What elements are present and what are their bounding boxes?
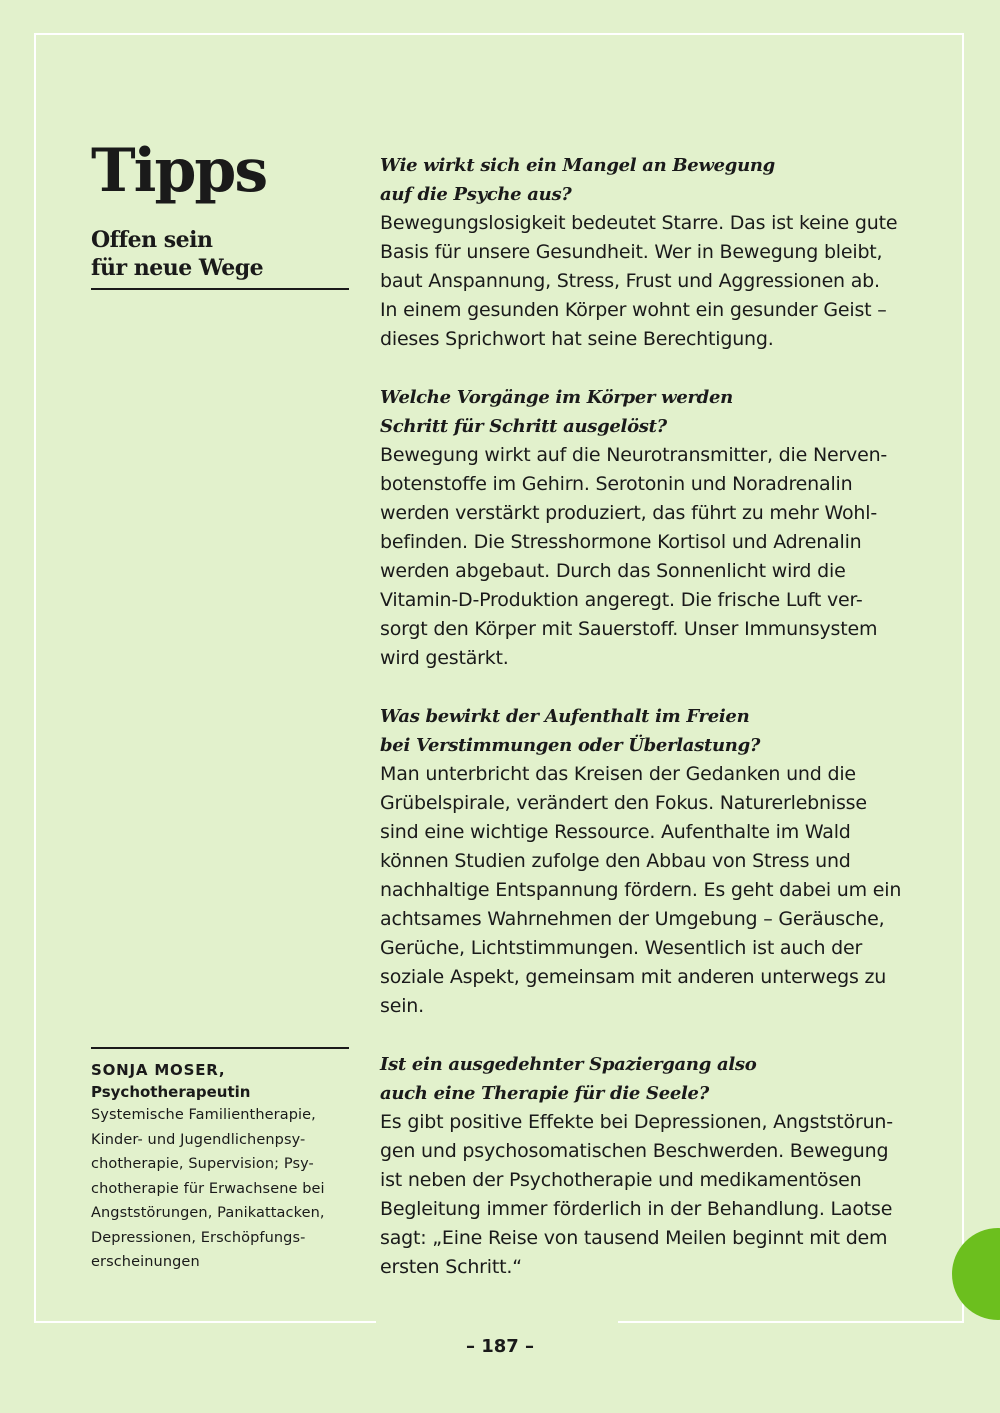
question-line: auf die Psyche aus? [380,184,572,205]
author-name: SONJA MOSER, [91,1061,226,1079]
answer-line: sind eine wichtige Ressource. Aufenthalte im Wald [380,821,851,843]
question-line: Was bewirkt der Aufenthalt im Freien [380,706,750,727]
answer-line: sorgt den Körper mit Sauerstoff. Unser Immunsystem [380,618,878,640]
question [380,1050,925,1108]
author-description-line: chotherapie, Supervision; Psy- [91,1156,314,1172]
author-description-line: Systemische Familientherapie, [91,1107,316,1123]
author-description-line: Kinder- und Jugendlichenpsy- [91,1131,306,1148]
answer-line: Es gibt positive Effekte bei Depressionen, Angststörun- [380,1111,893,1133]
question-line: Wie wirkt sich ein Mangel an Bewegung [380,155,775,176]
answer-line: Bewegung wirkt auf die Neurotransmitter, die Nerven- [380,444,888,466]
answer-line: ersten Schritt.“ [380,1256,522,1278]
answer-line: Vitamin-D-Produktion angeregt. Die frische Luft ver- [380,589,863,611]
answer-line: nachhaltige Entspannung fördern. Es geht dabei um ein [380,879,902,901]
answer-line: Grübelspirale, verändert den Fokus. Naturerlebnisse [380,792,867,814]
question-line: Schritt für Schritt ausgelöst? [380,416,667,437]
author-description-line: erscheinungen [91,1254,200,1270]
answer-line: dieses Sprichwort hat seine Berechtigung. [380,328,774,350]
subtitle-line: für neue Wege [91,255,264,281]
answer-line: soziale Aspekt, gemeinsam mit anderen unterwegs zu [380,966,887,988]
author-role: Psychotherapeutin [91,1083,251,1101]
answer-line: achtsames Wahrnehmen der Umgebung – Geräusche, [380,908,885,930]
answer-line: Begleitung immer förderlich in der Behandlung. Laotse [380,1198,893,1220]
subtitle-divider [91,288,349,290]
answer-line: befinden. Die Stresshormone Kortisol und Adrenalin [380,531,862,553]
answer [380,209,925,354]
answer-line: baut Anspannung, Stress, Frust und Aggressionen ab. [380,270,880,292]
answer-line: gen und psychosomatischen Beschwerden. Bewegung [380,1140,889,1162]
qa-block [380,1050,925,1282]
question [380,383,925,441]
question-line: Welche Vorgänge im Körper werden [380,387,733,408]
interview-column [380,151,925,1311]
answer-line: wird gestärkt. [380,647,509,669]
qa-block [380,702,925,1021]
answer [380,441,925,673]
question [380,151,925,209]
answer-line: Man unterbricht das Kreisen der Gedanken und die [380,763,856,785]
author-description [91,1103,351,1275]
answer-line: In einem gesunden Körper wohnt ein gesunder Geist – [380,299,887,321]
answer [380,760,925,1021]
answer [380,1108,925,1282]
author-description-line: Angststörungen, Panikattacken, [91,1205,325,1221]
answer-line: ist neben der Psychotherapie und medikamentösen [380,1169,862,1191]
answer-line: sagt: „Eine Reise von tausend Meilen beginnt mit dem [380,1227,888,1249]
section-title: Tipps [91,136,267,206]
question-line: Ist ein ausgedehnter Spaziergang also [380,1054,757,1075]
answer-line: werden abgebaut. Durch das Sonnenlicht wird die [380,560,846,582]
answer-line: Bewegungslosigkeit bedeutet Starre. Das ist keine gute [380,212,898,234]
answer-line: können Studien zufolge den Abbau von Stress und [380,850,851,872]
question-line: bei Verstimmungen oder Überlastung? [380,735,761,756]
answer-line: botenstoffe im Gehirn. Serotonin und Noradrenalin [380,473,853,495]
author-description-line: Depressionen, Erschöpfungs- [91,1229,306,1246]
section-subtitle [91,226,349,282]
question-line: auch eine Therapie für die Seele? [380,1083,709,1104]
answer-line: werden verstärkt produziert, das führt zu mehr Wohl- [380,502,877,524]
author-box [91,1047,351,1275]
answer-line: sein. [380,995,424,1017]
page-number: – 187 – [465,1336,535,1357]
qa-block [380,383,925,673]
answer-line: Basis für unsere Gesundheit. Wer in Bewegung bleibt, [380,241,883,263]
frame-gap [376,1316,618,1328]
qa-block [380,151,925,354]
subtitle-line: Offen sein [91,227,213,253]
answer-line: Gerüche, Lichtstimmungen. Wesentlich ist auch der [380,937,863,959]
author-description-line: chotherapie für Erwachsene bei [91,1180,325,1197]
question [380,702,925,760]
sidebar [91,138,349,290]
author-divider [91,1047,349,1049]
